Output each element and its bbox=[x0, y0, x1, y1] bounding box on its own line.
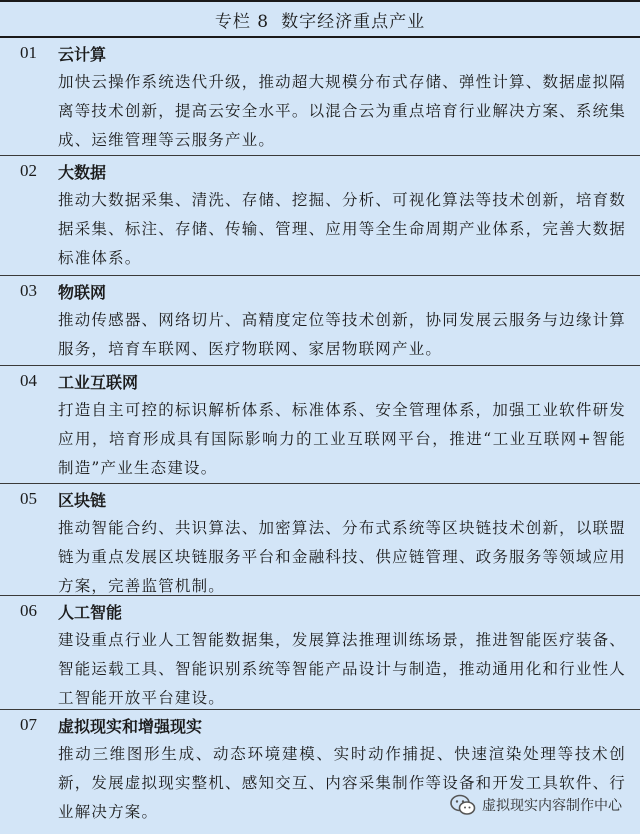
section-number: 02 bbox=[20, 161, 37, 180]
watermark bbox=[450, 794, 622, 816]
section-iot bbox=[0, 276, 640, 366]
section-heading: 人工智能 bbox=[58, 602, 123, 622]
section-body: 推动三维图形生成、动态环境建模、实时动作捕捉、快速渲染处理等技术创新，发展虚拟现实整机、感知交互、内容采集制作等设备和开发工具软件、行业解决方案。 bbox=[58, 745, 626, 821]
section-heading: 虚拟现实和增强现实 bbox=[58, 716, 203, 736]
section-ai bbox=[0, 596, 640, 710]
section-body: 建设重点行业人工智能数据集，发展算法推理训练场景，推进智能医疗装备、智能运载工具、智能识别系统等智能产品设计与制造，推动通用化和行业性人工智能开放平台建设。 bbox=[58, 631, 626, 707]
section-body: 加快云操作系统迭代升级，推动超大规模分布式存储、弹性计算、数据虚拟隔离等技术创新，提高云安全水平。以混合云为重点培育行业解决方案、系统集成、运维管理等云服务产业。 bbox=[58, 73, 626, 149]
wechat-icon bbox=[450, 794, 476, 816]
section-heading: 云计算 bbox=[58, 44, 107, 64]
section-heading: 工业互联网 bbox=[58, 372, 139, 392]
section-number: 05 bbox=[20, 489, 37, 508]
section-blockchain bbox=[0, 484, 640, 596]
section-big-data bbox=[0, 156, 640, 276]
section-cloud-computing bbox=[0, 38, 640, 156]
section-heading: 物联网 bbox=[58, 282, 107, 302]
section-body: 推动传感器、网络切片、高精度定位等技术创新，协同发展云服务与边缘计算服务，培育车联网、医疗物联网、家居物联网产业。 bbox=[58, 311, 626, 358]
section-body: 推动大数据采集、清洗、存储、挖掘、分析、可视化算法等技术创新，培育数据采集、标注、存储、传输、管理、应用等全生命周期产业体系，完善大数据标准体系。 bbox=[58, 191, 626, 267]
box-title bbox=[0, 0, 640, 38]
section-body: 打造自主可控的标识解析体系、标准体系、安全管理体系，加强工业软件研发应用，培育形成具有国际影响力的工业互联网平台，推进“工业互联网+智能制造”产业生态建设。 bbox=[58, 401, 626, 477]
section-heading: 区块链 bbox=[58, 490, 107, 510]
box-title-label: 专栏 8 bbox=[214, 11, 270, 32]
section-body: 推动智能合约、共识算法、加密算法、分布式系统等区块链技术创新，以联盟链为重点发展区块链服务平台和金融科技、供应链管理、政务服务等领域应用方案，完善监管机制。 bbox=[58, 519, 626, 595]
section-industrial-internet bbox=[0, 366, 640, 484]
section-number: 07 bbox=[20, 715, 37, 734]
box-title-text: 数字经济重点产业 bbox=[281, 11, 426, 32]
section-number: 01 bbox=[20, 43, 37, 62]
section-number: 06 bbox=[20, 601, 37, 620]
section-number: 03 bbox=[20, 281, 37, 300]
watermark-text: 虚拟现实内容制作中心 bbox=[482, 798, 622, 814]
section-heading: 大数据 bbox=[58, 162, 107, 182]
section-number: 04 bbox=[20, 371, 37, 390]
